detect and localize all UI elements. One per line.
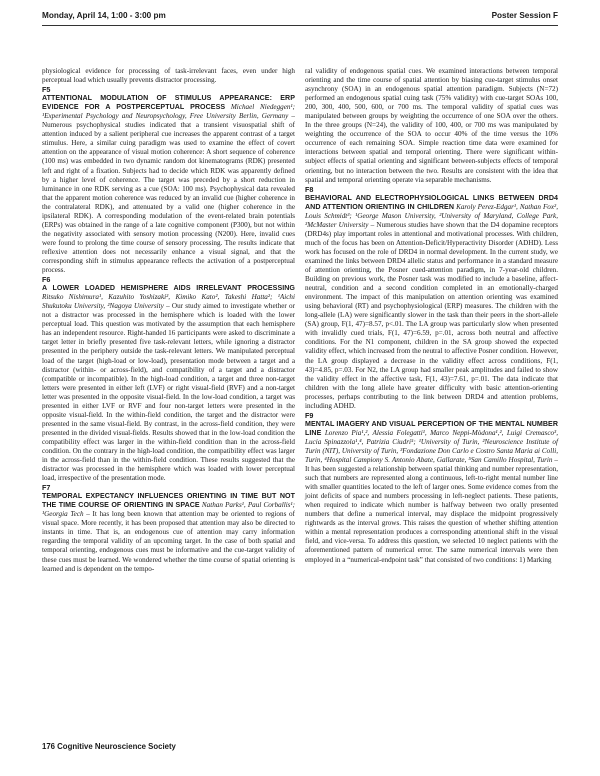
abstract-f6 [42,275,295,483]
abstract-body: – Numerous studies have shown that the D4 dopamine receptors (DRD4s) play important roles in attentional and motivational processes. With children, much of the focus has been on Attention-Deficit/Hyperactivity Disorder (ADHD). Less work has focused on the role of DRD4 in normal development. In the current study, we examined the links between DRD4 allelic status and performance in a standard measure of attention orienting, the Posner cued-attention paradigm, in 7-year-old children. Building on previous work, the Posner task was modified to include a baseline, affect-neutral, condition and a second condition completed in an emotionally-charged environment. The impact of this manipulation on attention orienting was examined using behavioral (RT) and psychophysiological (ERP) measures. The children with the long-allele (LA) were significantly slower in the task than their peers in the short-allele (SA) group, F(1, 47)=8.57, p<.01. The LA group was particularly slow when presented with invalidly cued trials, F(1, 47)=6.59, p=.01, across both neutral and affective conditions. For the N1 component, children in the SA group showed the expected validity effect, which increased from the neutral to affective Posner condition. However, the LA group displayed a decrease in the validity effect across conditions, F(1, 43)=4.85, p=.03. For N2, the LA group had smaller peak amplitudes and failed to show the validity effect in the affective task, F(1, 43)=7.61, p=.01. The data indicate that children with the long allele have greater difficulty with basic attention-orienting processes, perhaps contributing to the link between DRD4 and attention problems, including ADHD. [305,220,558,410]
abstract-body: – It has long been known that attention may be oriented to regions of visual space. More recently, it has been proposed that attention may also be directed to instants in time. That is, an endogenous cue of attention may carry information regarding the temporal validity of an upcoming target. In the case of both spatial and temporal orienting, endogenous cues must be informative and the cue-target validity of these cues must be learned. We wondered whether the time course of spatial orienting is learned and is dependent on the tempo- [42,510,295,573]
abstract-authors: Karoly Perez-Edgar¹, Nathan Fox², Louis Schmidt³; ¹George Mason University, ²University of Maryland, College Park, ³McMaster University [305,202,558,229]
page-footer: 176 Cognitive Neuroscience Society [42,742,176,751]
abstract-title: TEMPORAL EXPECTANCY INFLUENCES ORIENTING IN TIME BUT NOT THE TIME COURSE OF ORIENTING IN SPACE [42,492,295,510]
abstract-id: F6 [42,275,51,285]
left-column [42,67,295,574]
abstract-f5 [42,85,295,275]
abstract-body: – Our study aimed to investigate whether or not a distractor was processed in the hemisphere which is loaded with the lower perceptual load. This question was motivated by the assumption that each hemisphere has an independent resource. Right-handed 16 participants were asked to discriminate a target letter in briefly presented five task-relevant letters, while ignoring a distractor presented in the periphery outside the task-relevant letters. We manipulated perceptual load of the target (high-load or low-load), presentation mode between a target and a distractor (within- or across-field), and compatibility of a target and a distractor (compatible or incompatible). In the high-load condition, a target and three non-target letters were presented in either left (LVF) or right visual-field (RVF) and a non-target letter was presented in the opposite visual-field. In the low-load condition, a target was presented in either LVF or RVF and four non-target letters were presented in the opposite visual-field. In the within-field condition, the target and the distractor were presented in the same visual-field. By contrast, in the across-field condition, they were presented in the divided visual-fields. Results showed that in the low-load condition the compatibility effect was larger in the within-field condition than in the across-field condition. On the contrary in the high-load condition, the compatibility effect was larger in the across-field than in the within-field condition. These results suggested that the distractor was processed in the hemisphere which was loaded with lower perceptual load, irrespective of the presentation mode. [42,302,295,483]
abstract-f8 [305,185,558,411]
abstract-body: – Numerous psychophysical studies indicated that a transient visuospatial shift of attention induced by a salient peripheral cue increases the apparent contrast of a target stimulus. Here, a similar cuing paradigm was used to examine the effect of covert attention on the appearance of visual motion coherence: A short sequence of coherence (100 ms) was embedded in two dynamic random dot kinematograms (RDK) presented left and right of a fixation. Subjects had to decide which RDK was apparently defined by a higher level of coherence. The target was preceded by a short reduction in luminance in one RDK serving as a cue (SOA: 100 ms). Psychophysical data revealed that the apparent motion coherence was reduced by an invalid cue (higher coherence in the contralateral RDK), and attenuated by a valid one (higher coherence in the ipsilateral RDK). A corresponding modulation of the event-related brain potentials (ERPs) was obtained in the range of a late cognitive component (P300), but not within the negativity associated with sensory motion processing (N200). Here, invalid cues were found to prolong the time course of sensory processing. The results indicate that reflexive attention does not necessarily enhance a visual signal, and that the corresponding shift in stimulus appearance reflects the activation of a postperceptual process. [42,112,295,275]
intro-paragraph: physiological evidence for processing of task-irrelevant faces, even under high perceptual load which usually prevents distractor processing. [42,67,295,85]
abstract-text [42,284,295,483]
abstract-text [305,420,558,565]
abstract-body: – It has been suggested a relationship between spatial thinking and number representation, such that numbers are represented along a continuous, left-to-right mental number line with smaller quantities located to the left of larger ones. Some evidence comes from the joint deficits of space and numbers processing in left-neglect patients. These patients, when required to indicate which number is halfway between two orally presented numbers that define a numerical interval, may displace the midpoint progressively rightwards as the interval grows. This raises the question of whether shifting attention within a mental representation produces a corresponding attentional shift in the visual field, and vice-versa. To address this question, we selected 10 neglect patients with the aforementioned pattern of numerical error. The same numerical intervals were then employed in a “numerical-endpoint task” that consisted of two conditions: 1) Marking [305,456,558,564]
page-header [42,8,558,22]
abstract-text [42,492,295,573]
abstract-id: F7 [42,483,51,493]
abstract-authors: Michael Niedeggen¹; ¹Experimental Psychology and Neuropsychology, Free University Berlin, Germany [42,103,295,121]
abstract-authors: Ritsuko Nishimura¹, Kazuhito Yoshizaki², Kimiko Kato², Takeshi Hatta²; ¹Aichi Shukutoku University, ²Nagoya University [42,293,295,311]
abstract-authors: Nathan Parks¹, Paul Corballis¹; ¹Georgia Tech [42,501,295,519]
header-rule [42,25,558,26]
abstract-title: A LOWER LOADED HEMISPHERE AIDS IRRELEVANT PROCESSING [42,284,295,293]
continuation-paragraph: ral validity of endogenous spatial cues. We examined interactions between temporal orienting and the time course of spatial attention by biasing cue-target stimulus onset asynchrony (SOA) in an endogenous spatial attention paradigm. Subjects (N=72) performed an endogenous spatial cuing task (75% validity) with cue-target SOAs 100, 200, 300, 400, 500, 600, or 700 ms. The temporal validity of spatial cues was manipulated between groups by weighting the occurrence of one SOA over the others. In the three groups (N=24), the validity of 100, 400, or 700 ms was manipulated by weighting the occurrence of the SOA to occur 40% of the time versus the 10% occurrence of each remaining SOA. Simple reaction time data were examined for interactions between spatial and temporal orienting. There were significant within-subject effects of spatial orienting and significant between-subjects effects of temporal orienting, but no interaction between the two. Results are consistent with the idea that spatial and temporal orienting operate via separable mechanisms. [305,67,558,184]
header-session-name: Poster Session F [491,10,558,20]
abstract-authors: Lorenzo Pia¹,², Alessia Folegatti¹, Marco Neppi-Mòdona¹,², Luigi Cremasco³, Lucia Spinazzola¹,⁴, Patrizia Ciudri⁵; ¹University of Turin, ²Neuroscience Institute of Turin (NIT), University of Turin, ³Fondazione Don Carlo e Costro Santa Maria ai Colli, Turin, ⁴Hospital Campiony S. Antonio Abate, Gallarate, ⁵San Camillo Hospital, Turin [305,428,558,465]
abstract-text [305,194,558,411]
abstract-id: F5 [42,85,51,95]
header-session-date: Monday, April 14, 1:00 - 3:00 pm [42,10,166,20]
abstract-f9 [305,411,558,565]
abstract-text [42,94,295,275]
abstract-title: MENTAL IMAGERY AND VISUAL PERCEPTION OF THE MENTAL NUMBER LINE [305,419,558,437]
abstract-f7 [42,483,295,573]
abstract-title: BEHAVIORAL AND ELECTROPHYSIOLOGICAL LINKS BETWEEN DRD4 AND ATTENTION ORIENTING IN CHILDREN [305,193,558,211]
abstract-id: F8 [305,184,314,194]
right-column [305,67,558,565]
abstract-title: ATTENTIONAL MODULATION OF STIMULUS APPEARANCE: ERP EVIDENCE FOR A POSTPERCEPTUAL PROCESS [42,94,295,112]
abstract-id: F9 [305,410,314,420]
